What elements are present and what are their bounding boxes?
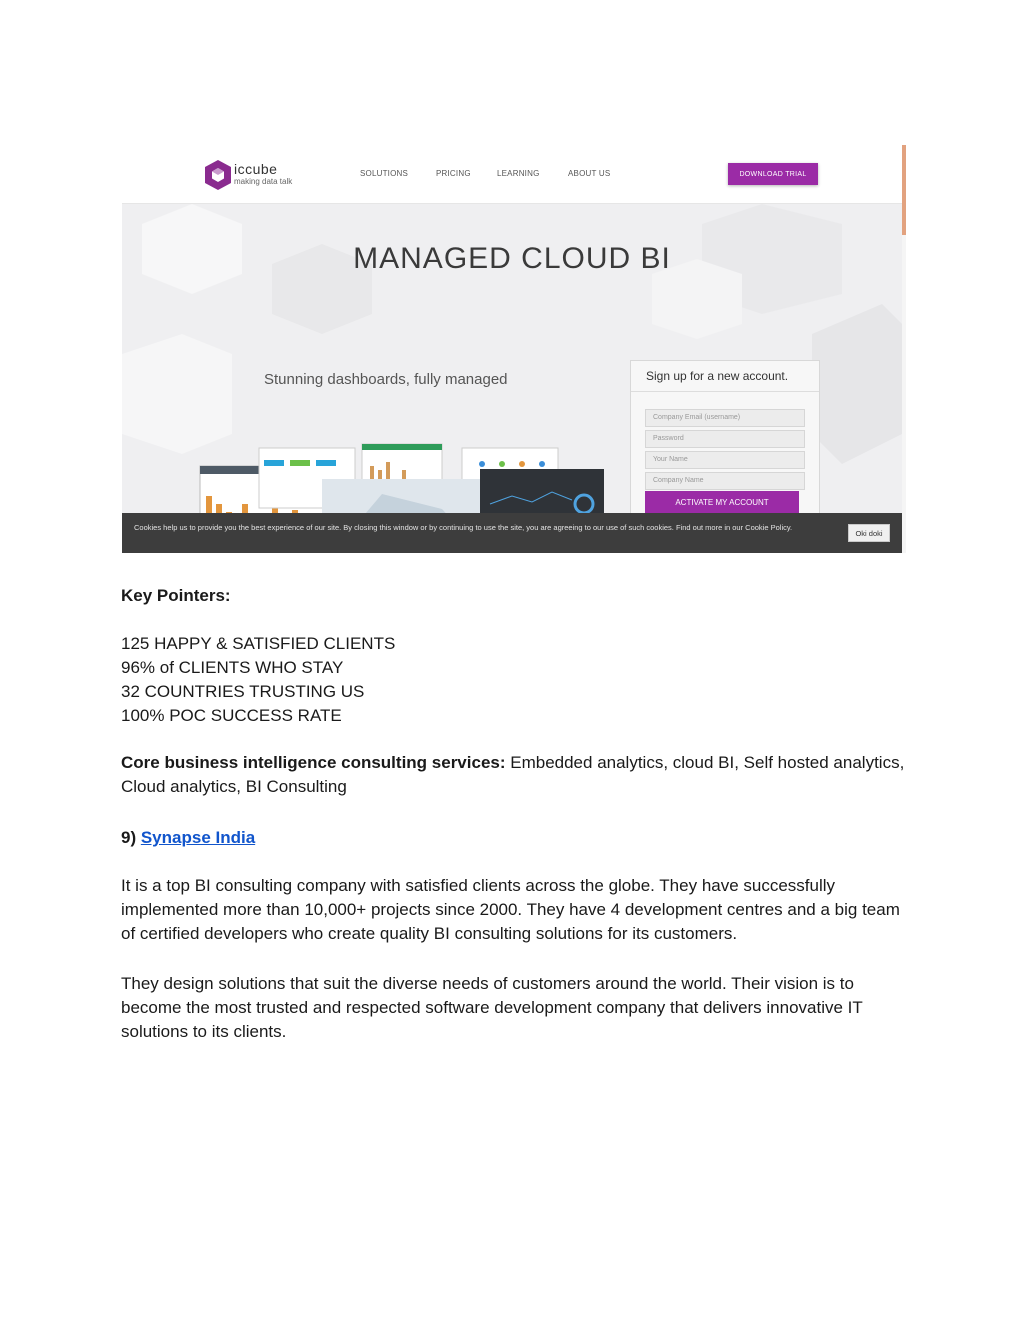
logo-name: iccube bbox=[234, 161, 278, 177]
nav-solutions[interactable]: SOLUTIONS bbox=[360, 169, 409, 178]
hero-subtitle: Stunning dashboards, fully managed bbox=[264, 371, 508, 388]
company-email-field[interactable]: Company Email (username) bbox=[645, 409, 805, 427]
your-name-field[interactable]: Your Name bbox=[645, 451, 805, 469]
item-number: 9) bbox=[121, 828, 141, 847]
list-item-heading bbox=[121, 826, 911, 850]
synapse-india-link[interactable]: Synapse India bbox=[140, 828, 256, 847]
signup-title: Sign up for a new account. bbox=[646, 369, 789, 383]
core-services-label: Core business intelligence consulting services: bbox=[121, 753, 506, 772]
iccube-logo-icon bbox=[204, 159, 232, 191]
cookie-accept-button[interactable]: Oki doki bbox=[848, 524, 890, 542]
paragraph-company-overview: It is a top BI consulting company with satisfied clients across the globe. They have successfully implemented more than 10,000+ projects since 2000. They have 4 development centres and a big team of certified developers who create quality BI consulting solutions for its customers. bbox=[121, 876, 900, 943]
cookie-banner bbox=[122, 513, 902, 553]
stat-clients-stay: 96% of CLIENTS WHO STAY bbox=[121, 658, 344, 677]
cookie-text: Cookies help us to provide you the best experience of our site. By closing this window or by continuing to use the site, you are agreeing to our use of such cookies. Find out more in our Cookie Policy. bbox=[134, 523, 793, 532]
paragraph-company-vision: They design solutions that suit the diverse needs of customers around the world. Their vision is to become the most trusted and respected software development company that delivers innovative IT solutions to its clients. bbox=[121, 974, 863, 1041]
hero-section bbox=[122, 204, 902, 553]
site-header bbox=[122, 145, 902, 204]
scrollbar-thumb[interactable] bbox=[902, 145, 906, 235]
nav-learning[interactable]: LEARNING bbox=[497, 169, 540, 178]
key-pointers-heading: Key Pointers: bbox=[121, 586, 231, 605]
logo-tagline: making data talk bbox=[234, 177, 293, 186]
core-services-paragraph bbox=[121, 751, 911, 799]
nav-about-us[interactable]: ABOUT US bbox=[568, 169, 611, 178]
core-services-text: Embedded analytics, cloud BI, Self hosted analytics, Cloud analytics, BI Consulting bbox=[121, 753, 905, 796]
company-name-field[interactable]: Company Name bbox=[645, 472, 805, 490]
divider bbox=[631, 391, 819, 392]
nav-pricing[interactable]: PRICING bbox=[436, 169, 471, 178]
stat-happy-clients: 125 HAPPY & SATISFIED CLIENTS bbox=[121, 634, 396, 653]
scrollbar[interactable] bbox=[902, 145, 906, 553]
stat-countries: 32 COUNTRIES TRUSTING US bbox=[121, 682, 365, 701]
stat-poc-success: 100% POC SUCCESS RATE bbox=[121, 706, 342, 725]
iccube-website-screenshot bbox=[122, 145, 906, 553]
download-trial-button[interactable]: DOWNLOAD TRIAL bbox=[728, 163, 818, 185]
activate-account-button[interactable]: ACTIVATE MY ACCOUNT bbox=[645, 491, 799, 513]
password-field[interactable]: Password bbox=[645, 430, 805, 448]
hero-title: MANAGED CLOUD BI bbox=[353, 242, 671, 275]
stats-list bbox=[121, 632, 911, 728]
